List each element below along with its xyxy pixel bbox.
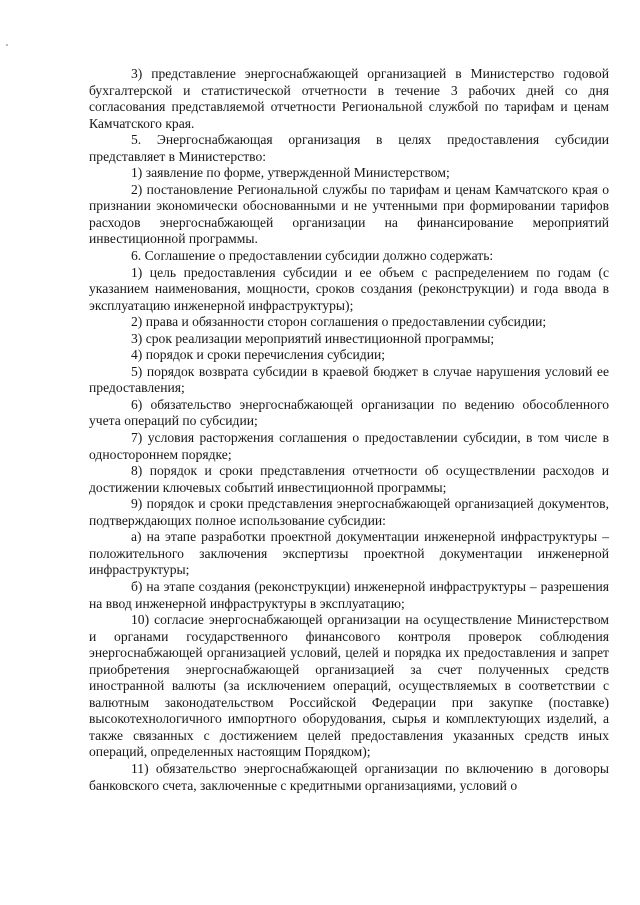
paragraph-termination: 7) условия расторжения соглашения о предоставлении субсидии, в том числе в одностороннем порядке; xyxy=(89,430,609,462)
paragraph-annual-reporting: 3) представление энергоснабжающей организацией в Министерство годовой бухгалтерской и статистической отчетности в течение 3 рабочих дней со дня согласования представляемой отчетности Региональной службой по тарифам и ценам Камчатского края. xyxy=(89,66,609,131)
paragraph-construction-stage: б) на этапе создания (реконструкции) инженерной инфраструктуры – разрешения на ввод инженерной инфраструктуры в эксплуатацию; xyxy=(89,578,609,611)
paragraph-reporting: 8) порядок и сроки представления отчетности об осуществлении расходов и достижении ключевых событий инвестиционной программы; xyxy=(89,463,609,495)
paragraph-consent: 10) согласие энергоснабжающей организации на осуществление Министерством и органами государственного финансового контроля проверок соблюдения энергоснабжающей организацией условий, целей и порядка их предоставления и запрет приобретения энергоснабжающей организацией за счет полученных средств иностранной валюты (за исключением операций, осуществляемых в соответствии с валютным законодательством Российской Федерации при закупке (поставке) высокотехнологичного импортного оборудования, сырья и комплектующих изделий, а также связанных с достижением целей предоставления указанных средств иных операций, определенных настоящим Порядком); xyxy=(89,612,609,760)
scan-dot xyxy=(6,44,8,46)
paragraph-term: 3) срок реализации мероприятий инвестиционной программы; xyxy=(131,330,495,346)
paragraph-subsidy-purpose: 1) цель предоставления субсидии и ее объем с распределением по годам (с указанием наименования, мощности, сроков создания (реконструкции) и года ввода в эксплуатацию инженерной инфраструктуры); xyxy=(89,264,609,313)
paragraph-refund: 5) порядок возврата субсидии в краевой бюджет в случае нарушения условий ее предоставления; xyxy=(89,363,609,396)
paragraph-rights: 2) права и обязанности сторон соглашения о предоставлении субсидии; xyxy=(131,314,547,330)
paragraph-item-6: 6. Соглашение о предоставлении субсидии должно содержать: xyxy=(131,248,494,264)
paragraph-separate-accounting: 6) обязательство энергоснабжающей организации по ведению обособленного учета операций по субсидии; xyxy=(89,396,609,429)
paragraph-application: 1) заявление по форме, утвержденной Министерством; xyxy=(131,165,450,181)
paragraph-bank-accounts: 11) обязательство энергоснабжающей организации по включению в договоры банковского счета, заключенные с кредитными организациями, условий о xyxy=(89,760,609,793)
paragraph-item-5: 5. Энергоснабжающая организация в целях предоставления субсидии представляет в Министерство: xyxy=(89,132,609,164)
document-body xyxy=(89,66,609,794)
paragraph-transfer: 4) порядок и сроки перечисления субсидии; xyxy=(131,347,386,363)
paragraph-documents: 9) порядок и сроки представления энергоснабжающей организацией документов, подтверждающих полное использование субсидии: xyxy=(89,496,609,528)
paragraph-design-stage: а) на этапе разработки проектной документации инженерной инфраструктуры – положительного заключения экспертизы проектной документации инженерной инфраструктуры; xyxy=(89,529,609,578)
paragraph-resolution: 2) постановление Региональной службы по тарифам и ценам Камчатского края о признании экономически обоснованными и не учтенными при формировании тарифов расходов энергоснабжающей организации на финансирование мероприятий инвестиционной программы. xyxy=(89,181,609,247)
